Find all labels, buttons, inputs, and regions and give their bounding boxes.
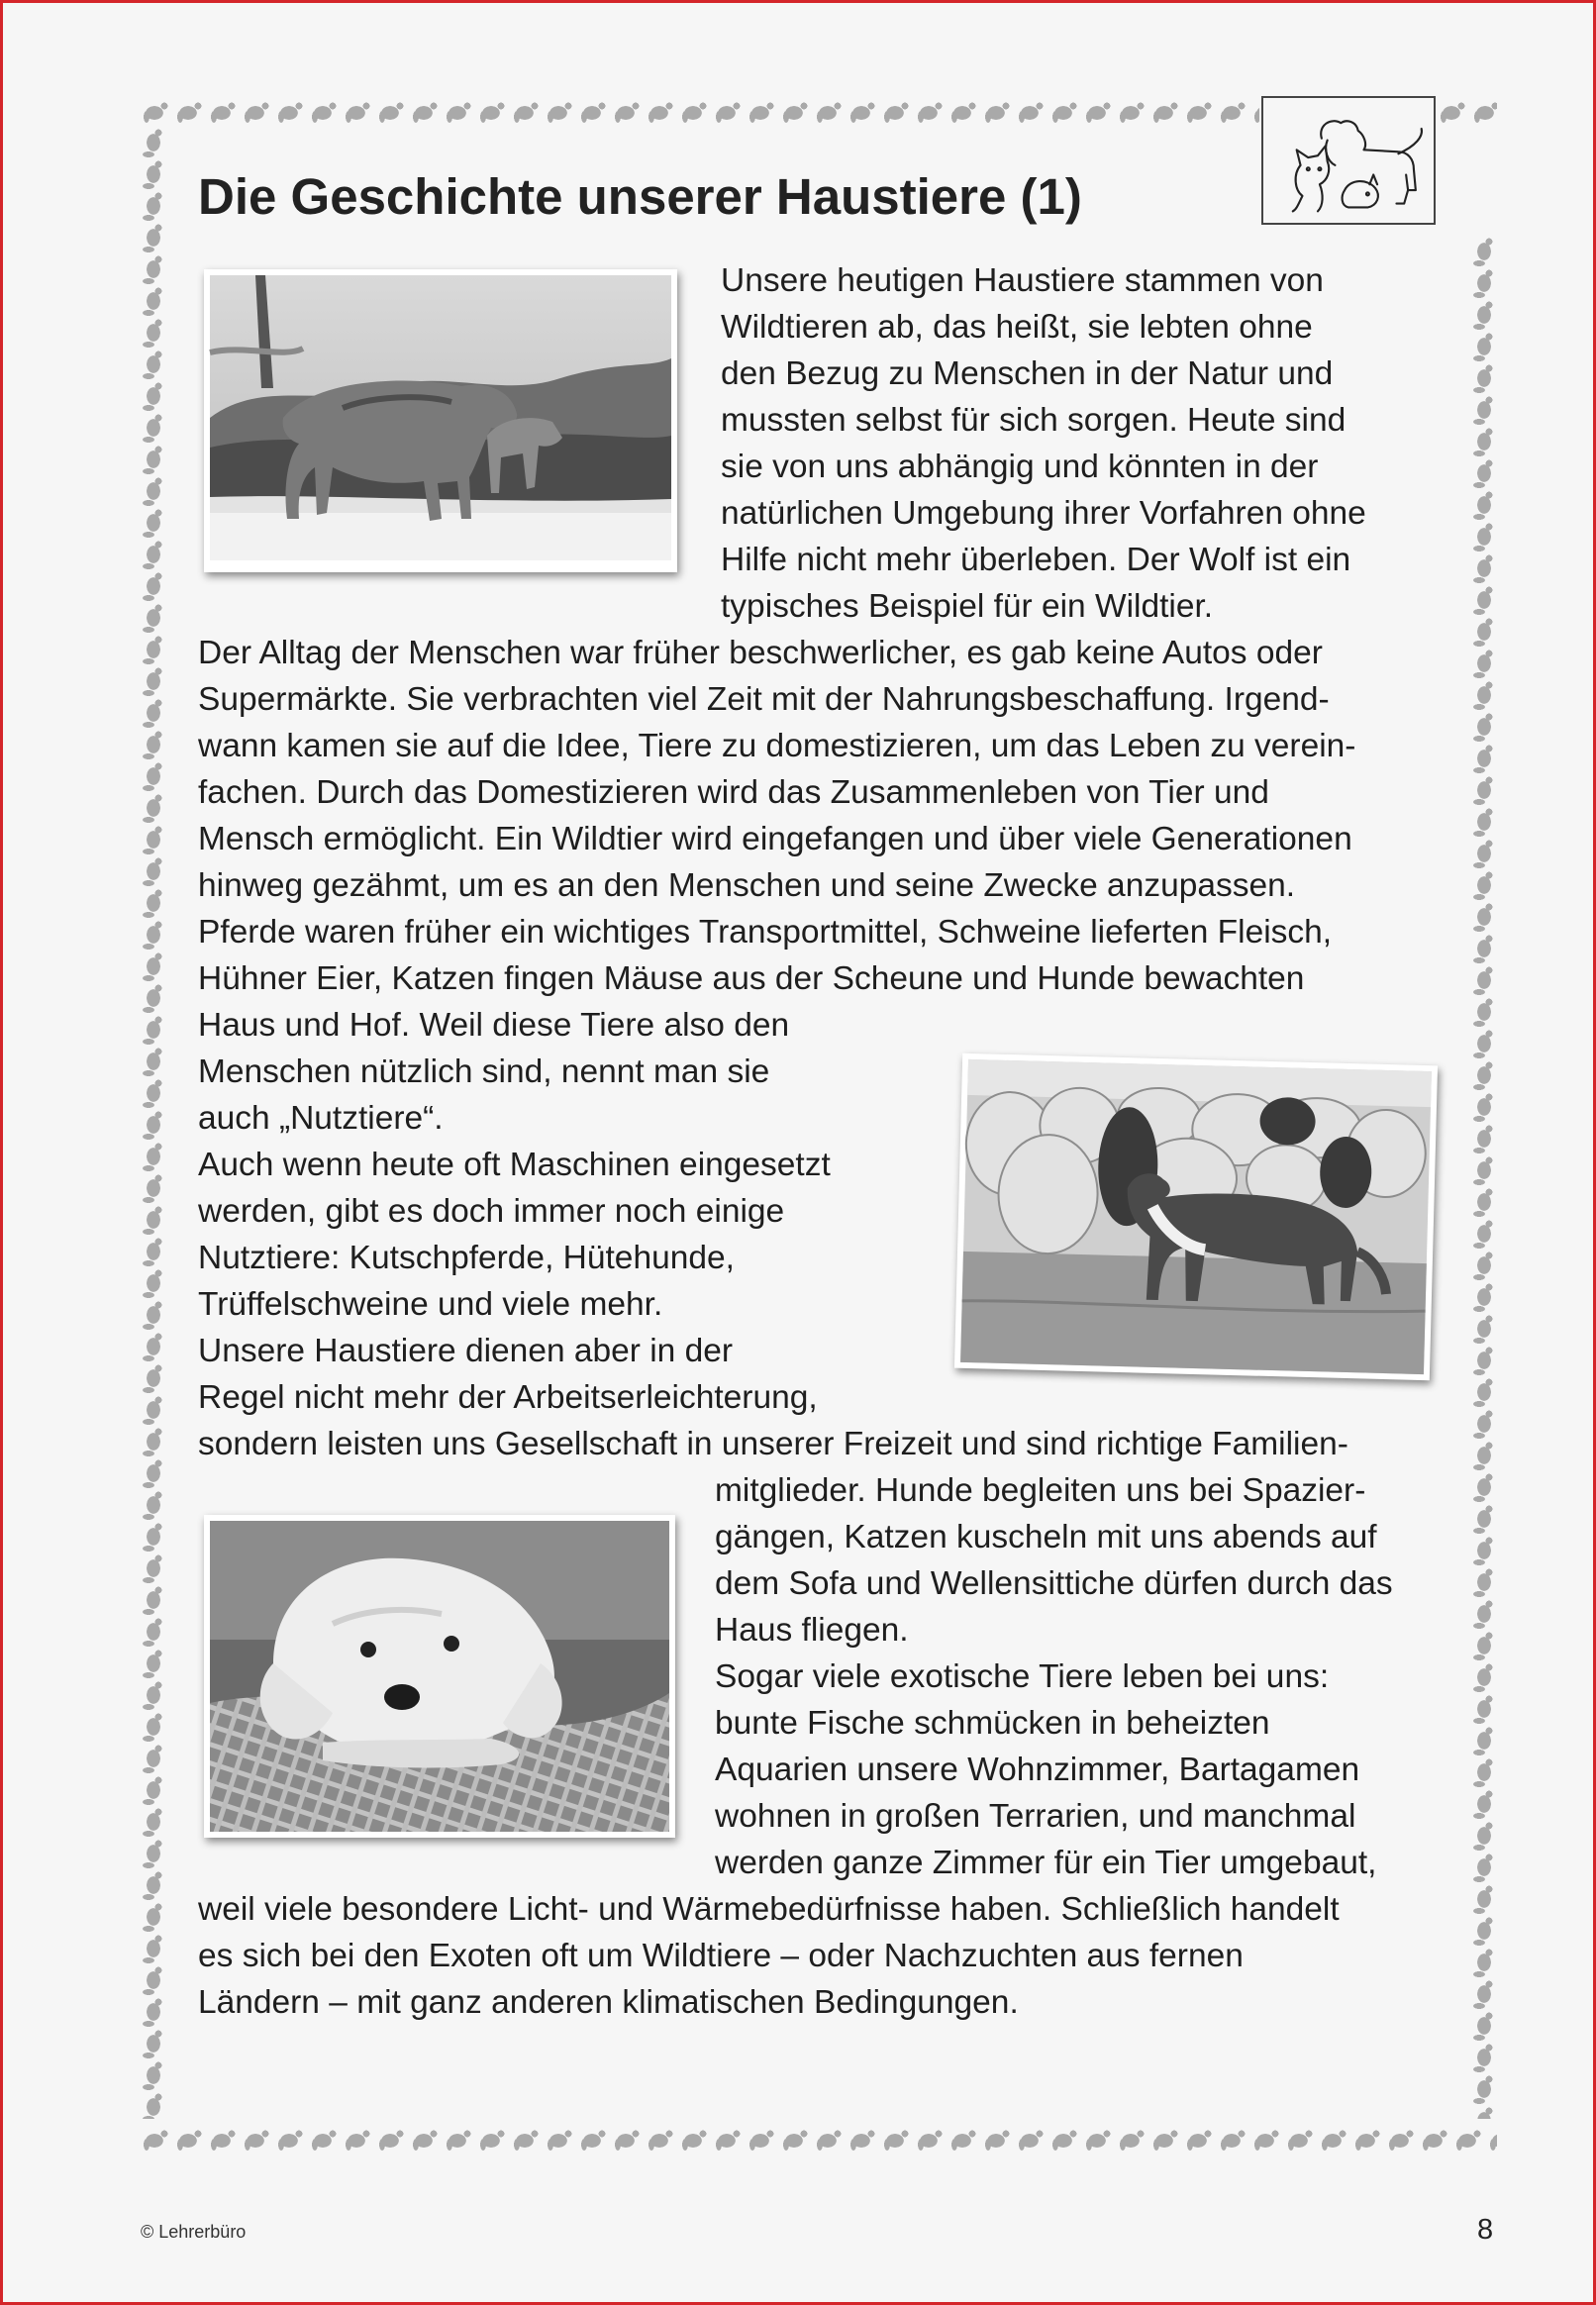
- text-line: typisches Beispiel für ein Wildtier.: [721, 588, 1214, 625]
- text-line: Pferde waren früher ein wichtiges Transportmittel, Schweine lieferten Fleisch,: [198, 914, 1333, 951]
- copyright-notice: © Lehrerbüro: [141, 2222, 247, 2242]
- text-line: Nutztiere: Kutschpferde, Hütehunde,: [198, 1240, 735, 1276]
- text-line: hinweg gezähmt, um es an den Menschen und seine Zwecke anzupassen.: [198, 867, 1296, 904]
- wolf-photo: [204, 269, 677, 572]
- border-top: [141, 99, 1259, 125]
- text-line: werden ganze Zimmer für ein Tier umgebaut,: [715, 1845, 1377, 1881]
- pets-logo-icon: [1261, 96, 1436, 225]
- text-line: Unsere heutigen Haustiere stammen von: [721, 262, 1324, 299]
- text-line: wann kamen sie auf die Idee, Tiere zu domestizieren, um das Leben zu verein-: [198, 728, 1356, 764]
- text-line: Hühner Eier, Katzen fingen Mäuse aus der Scheune und Hunde bewachten: [198, 960, 1305, 997]
- text-line: sondern leisten uns Gesellschaft in unserer Freizeit und sind richtige Familien-: [198, 1426, 1348, 1462]
- text-line: mitglieder. Hunde begleiten uns bei Spazier-: [715, 1472, 1366, 1509]
- text-line: dem Sofa und Wellensittiche dürfen durch das: [715, 1565, 1393, 1602]
- text-line: gängen, Katzen kuscheln mit uns abends auf: [715, 1519, 1377, 1555]
- page-number: 8: [1477, 2214, 1494, 2246]
- border-right: [1471, 238, 1497, 2119]
- text-line: mussten selbst für sich sorgen. Heute sind: [721, 402, 1347, 439]
- text-line: wohnen in großen Terrarien, und manchmal: [715, 1798, 1356, 1835]
- text-line: Unsere Haustiere dienen aber in der: [198, 1333, 734, 1369]
- border-bottom: [141, 2127, 1497, 2153]
- text-line: Auch wenn heute oft Maschinen eingesetzt: [198, 1147, 831, 1183]
- page-title: Die Geschichte unserer Haustiere (1): [198, 168, 1082, 225]
- text-line: Trüffelschweine und viele mehr.: [198, 1286, 663, 1323]
- text-line: Sogar viele exotische Tiere leben bei uns:: [715, 1658, 1330, 1695]
- text-line: Regel nicht mehr der Arbeitserleichterung,: [198, 1379, 818, 1416]
- text-line: fachen. Durch das Domestizieren wird das Zusammenleben von Tier und: [198, 774, 1269, 811]
- text-line: Der Alltag der Menschen war früher beschwerlicher, es gab keine Autos oder: [198, 635, 1323, 671]
- text-line: Menschen nützlich sind, nennt man sie: [198, 1053, 770, 1090]
- text-line: weil viele besondere Licht- und Wärmebedürfnisse haben. Schließlich handelt: [198, 1891, 1340, 1928]
- text-line: Supermärkte. Sie verbrachten viel Zeit mit der Nahrungsbeschaffung. Irgend-: [198, 681, 1330, 718]
- text-line: sie von uns abhängig und könnten in der: [721, 449, 1319, 485]
- text-line: auch „Nutztiere“.: [198, 1100, 444, 1137]
- text-line: Mensch ermöglicht. Ein Wildtier wird eingefangen und über viele Generationen: [198, 821, 1352, 857]
- text-line: natürlichen Umgebung ihrer Vorfahren ohne: [721, 495, 1366, 532]
- text-line: werden, gibt es doch immer noch einige: [198, 1193, 785, 1230]
- text-line: den Bezug zu Menschen in der Natur und: [721, 355, 1334, 392]
- text-line: Haus und Hof. Weil diese Tiere also den: [198, 1007, 790, 1044]
- text-line: Aquarien unsere Wohnzimmer, Bartagamen: [715, 1752, 1360, 1788]
- text-line: bunte Fische schmücken in beheizten: [715, 1705, 1270, 1742]
- border-left: [141, 129, 166, 2119]
- text-line: es sich bei den Exoten oft um Wildtiere – oder Nachzuchten aus fernen: [198, 1938, 1244, 1974]
- text-line: Ländern – mit ganz anderen klimatischen Bedingungen.: [198, 1984, 1019, 2021]
- herding-dog-sheep-photo: [954, 1053, 1438, 1380]
- text-line: Wildtieren ab, das heißt, sie lebten ohne: [721, 309, 1313, 346]
- dog-on-pillow-photo: [204, 1515, 675, 1838]
- border-top-right: [1438, 99, 1497, 125]
- text-line: Hilfe nicht mehr überleben. Der Wolf ist ein: [721, 542, 1351, 578]
- text-line: Haus fliegen.: [715, 1612, 909, 1649]
